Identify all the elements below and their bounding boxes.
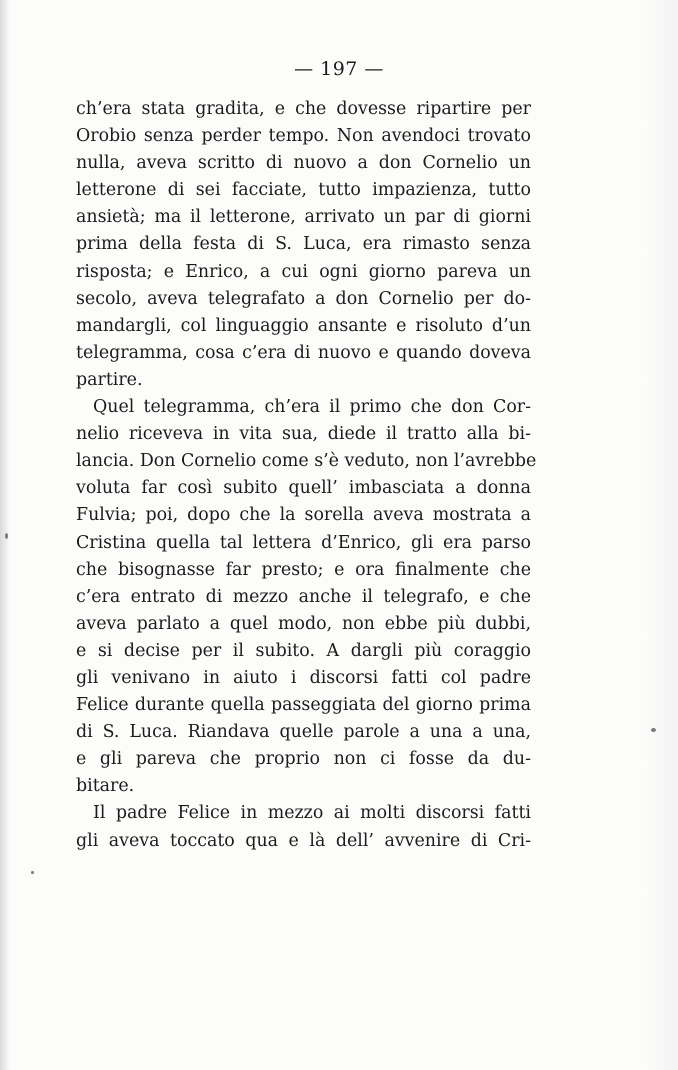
- text-line: secolo, aveva telegrafato a don Cornelio per do-: [76, 288, 531, 309]
- text-line: di S. Luca. Riandava quelle parole a una a una,: [76, 722, 531, 743]
- page-number: — 197 —: [294, 58, 384, 80]
- text-line: ansietà; ma il letterone, arrivato un par di giorni: [76, 207, 531, 228]
- text-line: nulla, aveva scritto di nuovo a don Cornelio un: [76, 153, 531, 174]
- text-line: gli aveva toccato qua e là dell’ avvenire di Cri-: [76, 830, 531, 851]
- text-line: Felice durante quella passeggiata del giorno prima: [76, 695, 531, 716]
- text-line: e si decise per il subito. A dargli più coraggio: [76, 640, 531, 661]
- text-line: risposta; e Enrico, a cui ogni giorno pareva un: [76, 261, 531, 282]
- text-line: Orobio senza perder tempo. Non avendoci trovato: [76, 126, 531, 147]
- text-line: che bisognasse far presto; e ora finalmente che: [76, 559, 531, 580]
- text-line: telegramma, cosa c’era di nuovo e quando doveva: [76, 342, 531, 363]
- text-line: e gli pareva che proprio non ci fosse da du-: [76, 749, 531, 770]
- text-line: voluta far così subito quell’ imbasciata a donna: [76, 478, 531, 499]
- page-edge-shade: [644, 0, 678, 1070]
- text-line: Cristina quella tal lettera d’Enrico, gli era parso: [76, 532, 531, 553]
- text-line: nelio riceveva in vita sua, diede il tratto alla bi-: [76, 424, 531, 445]
- text-line: mandargli, col linguaggio ansante e risoluto d’un: [76, 315, 531, 336]
- text-line: aveva parlato a quel modo, non ebbe più dubbi,: [76, 613, 531, 634]
- text-line: partire.: [76, 369, 143, 390]
- text-line: c’era entrato di mezzo anche il telegrafo, e che: [76, 586, 531, 607]
- text-line: letterone di sei facciate, tutto impazienza, tutto: [76, 180, 531, 201]
- text-line: Quel telegramma, ch’era il primo che don Cor-: [93, 397, 531, 418]
- text-line: gli venivano in aiuto i discorsi fatti col padre: [76, 667, 531, 688]
- ink-speck: [31, 871, 34, 874]
- ink-speck: [5, 533, 8, 539]
- text-line: prima della festa di S. Luca, era rimasto senza: [76, 234, 531, 255]
- text-line: lancia. Don Cornelio come s’è veduto, non l’avrebbe: [76, 451, 537, 472]
- text-line: Fulvia; poi, dopo che la sorella aveva mostrata a: [76, 505, 531, 526]
- text-line: ch’era stata gradita, e che dovesse ripartire per: [76, 99, 531, 119]
- text-line: bitare.: [76, 776, 135, 797]
- body-text: [76, 96, 537, 855]
- ink-speck: [651, 728, 656, 732]
- text-line: Il padre Felice in mezzo ai molti discorsi fatti: [93, 803, 531, 824]
